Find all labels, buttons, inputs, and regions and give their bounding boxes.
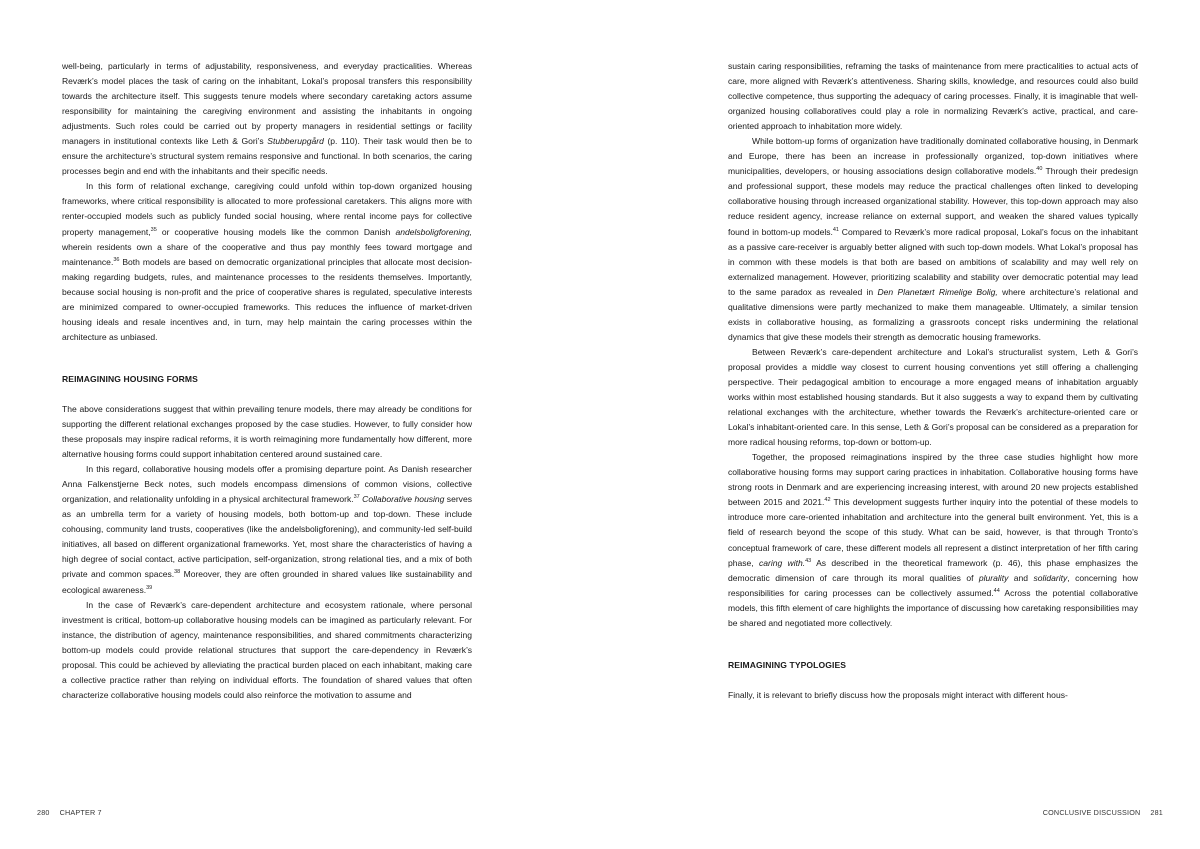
paragraph: Together, the proposed reimaginations inspired by the three case studies highlight how more collaborative housing forms may support caring practices in inhabitation. Collaborative housing forms have strong roots in Denmark and are experiencing increasing interest, with around 20 new projects established between 2015 and 2021.42 This development suggests further inquiry into the potential of these models to introduce more care-oriented inhabitation and architecture into the general built environment. Yet, this is a field of research beyond the scope of this study. What can be said, however, is that through Tronto’s conceptual framework of care, these different models all represent a distinct interpretation of her fifth caring phase, caring with.$^{43}$ As described in the theoretical framework (p. 46), this phase emphasizes the democratic dimension of care through its moral qualities of plurality and solidarity, concerning how responsibilities for caring processes can be collectively assumed.$^{44}$ Across the potential collaborative models, this fifth element of care highlights the importance of discussing how caretaking responsibilities may be shared and negotiated more collectively.: [728, 452, 1139, 628]
paragraph: The above considerations suggest that within prevailing tenure models, there may already be conditions for supporting the different relational exchanges proposed by the case studies. However, to fully consider how these proposals may inspire radical reforms, it is worth reimagining more fundamentally how different, more alternative housing forms could support inhabitation centered around sustained care.: [62, 403, 472, 460]
paragraph: In this regard, collaborative housing models offer a promising departure point. As Danish researcher Anna Falkenstjerne Beck notes, such models encompass dimensions of common visions, collective organization, and relationality unfolding in a physical architectural framework.$^{37}$ Collaborative housing serves as an umbrella term for a variety of housing models, both bottom-up and top-down. These include cohousing, community land trusts, cooperatives (like the andelsboligforening), and community-led self-build initiatives, all based on different organizational frameworks. Yet, most share the characteristics of having a high degree of social contact, active participation, self-organization, strong relational ties, and a mix of both private and common spaces.$^{38}$ Moreover, they are often grounded in shared values like sustainability and ecological awareness.$^{39}$: [62, 464, 472, 595]
paragraph: well-being, particularly in terms of adjustability, responsiveness, and everyday practicalities. Whereas Reværk’s model places the task of caring on the inhabitant, Lokal’s proposal transfers this responsibility towards the architecture itself. This suggests tenure models where secondary caretaking actors assume responsibility for maintaining the caregiving environment and assisting the inhabitants in ongoing adjustments. Such roles could be carried out by property managers in residential settings or facility managers in institutional contexts like Leth & Gori’s Stubberupgård (p. 110). Their task would then be to ensure the architecture’s structural system remains responsive and functional. In both scenarios, the caring processes begin and end with the inhabitants and their specific needs.: [62, 61, 472, 177]
paragraph: While bottom-up forms of organization have traditionally dominated collaborative housing, in Denmark and Europe, there has been an increase in professionally organized, top-down initiatives where municipalities, developers, or housing associations design collaborative models.$^{40}$ Through their predesign and professional support, these models may reduce the practical challenges often linked to developing collaborative housing through increased organizational stability. However, this top-down approach may also reduce resident agency, increase reliance on external support, and weaken the shared values typically found in bottom-up models.$^{41}$ Compared to Reværk’s more radical proposal, Lokal’s focus on the inhabitant as a passive care-receiver is arguably better aligned with such top-down models. What Lokal’s proposal has in common with these models is that both are based on ambitions of scalability and may well rely on externalized management. However, prioritizing scalability and stability over democratic potential may lead to the same paradox as revealed in Den Planetært Rimelige Bolig, where architecture’s relational and qualitative dimensions were partly mechanized to make them manageable. Ultimately, a similar tension exists in collaborative housing, as formalizing a grassroots concept risks undermining the relational dynamics that give these models their strength as democratic housing frameworks.: [728, 136, 1138, 342]
footnote-ref: 42: [824, 497, 831, 504]
paragraph: sustain caring responsibilities, reframing the tasks of maintenance from mere practicalities to actual acts of care, more aligned with Reværk’s attentiveness. Sharing skills, knowledge, and resources could also build collective competence, thus supporting the adequacy of caring processes. Finally, it is imaginable that well-organized housing collaboratives could play a role in normalizing Reværk’s active, practical, and care-oriented approach to inhabitation more widely.: [728, 61, 1138, 132]
footnote-ref: 36: [113, 256, 120, 263]
right-section-2: [728, 688, 1138, 703]
right-section-1: [728, 59, 1138, 631]
footnote-ref: 41: [832, 226, 839, 233]
paragraph: In the case of Reværk’s care-dependent architecture and ecosystem rationale, where personal investment is critical, bottom-up collaborative housing models can be imagined as particularly relevant. For instance, the distribution of agency, maintenance responsibilities, and shared commitments characterizing bottom-up models could provide relational structures that support the care-dependency in Reværk’s proposal. This could be achieved by alleviating the practical burden placed on each inhabitant, making care a collective practice rather than relying on individual efforts. The foundation of shared values that often characterize collaborative housing models could also reinforce the motivation to assume and: [62, 599, 472, 700]
footnote-ref: 37: [353, 494, 360, 501]
left-section-2: [62, 402, 472, 703]
footnote-ref: 38: [174, 569, 181, 576]
section-label: CONCLUSIVE DISCUSSION: [1042, 808, 1141, 817]
paragraph: In this form of relational exchange, caregiving could unfold within top-down organized housing frameworks, where critical responsibility is allocated to more professional caretakers. This aligns more with renter-occupied models such as publicly funded social housing, where rental income pays for collective property management,$^{35}$ or cooperative housing models like the common Danish andelsboligforening, wherein residents own a share of the cooperative and thus pay monthly fees toward mortgage and maintenance.$^{36}$ Both models are based on democratic organizational principles that allocate most decision-making regarding budgets, rules, and maintenance processes to the residents themselves. Importantly, because social housing is non-profit and the price of cooperative shares is regulated, speculative interests are minimized compared to owner-occupied frameworks. This reduces the influence of market-driven housing ideals and resale incentives and, in turn, may help maintain the caring processes within the architecture as unbiased.: [62, 181, 472, 342]
heading-reimagining-housing-forms: REIMAGINING HOUSING FORMS: [62, 373, 198, 384]
footnote-ref: 35: [150, 226, 157, 233]
page-number-left: 280: [37, 808, 50, 817]
paragraph: Finally, it is relevant to briefly discuss how the proposals might interact with different hous-: [728, 689, 1068, 700]
left-section-1: [62, 59, 472, 345]
page-number-right: 281: [1150, 808, 1163, 817]
right-page-body: [728, 59, 1138, 703]
right-footer: [1043, 808, 1163, 817]
left-page-body: [62, 59, 472, 703]
footnote-ref: 44: [993, 587, 1000, 594]
paragraph: Between Reværk’s care-dependent architecture and Lokal’s structuralist system, Leth & Gori’s proposal provides a middle way closest to current housing conventions yet still offering a challenging perspective. Their pedagogical ambition to encourage a more engaged means of inhabitation arguably works within most established housing standards. But it also suggests a way to expand them by cultivating relational exchanges with the architecture, whether towards the Reværk’s architecture-oriented care or Lokal’s inhabitant-oriented care. In this sense, Leth & Gori’s proposal can be considered as a preparation for more radical housing reforms, top-down or bottom-up.: [728, 346, 1138, 448]
heading-reimagining-typologies: REIMAGINING TYPOLOGIES: [728, 659, 847, 670]
footnote-ref: 39: [146, 584, 153, 591]
footnote-ref: 40: [1036, 166, 1043, 173]
chapter-label: CHAPTER 7: [59, 808, 102, 817]
left-footer: [37, 808, 102, 817]
footnote-ref: 43: [805, 557, 812, 564]
